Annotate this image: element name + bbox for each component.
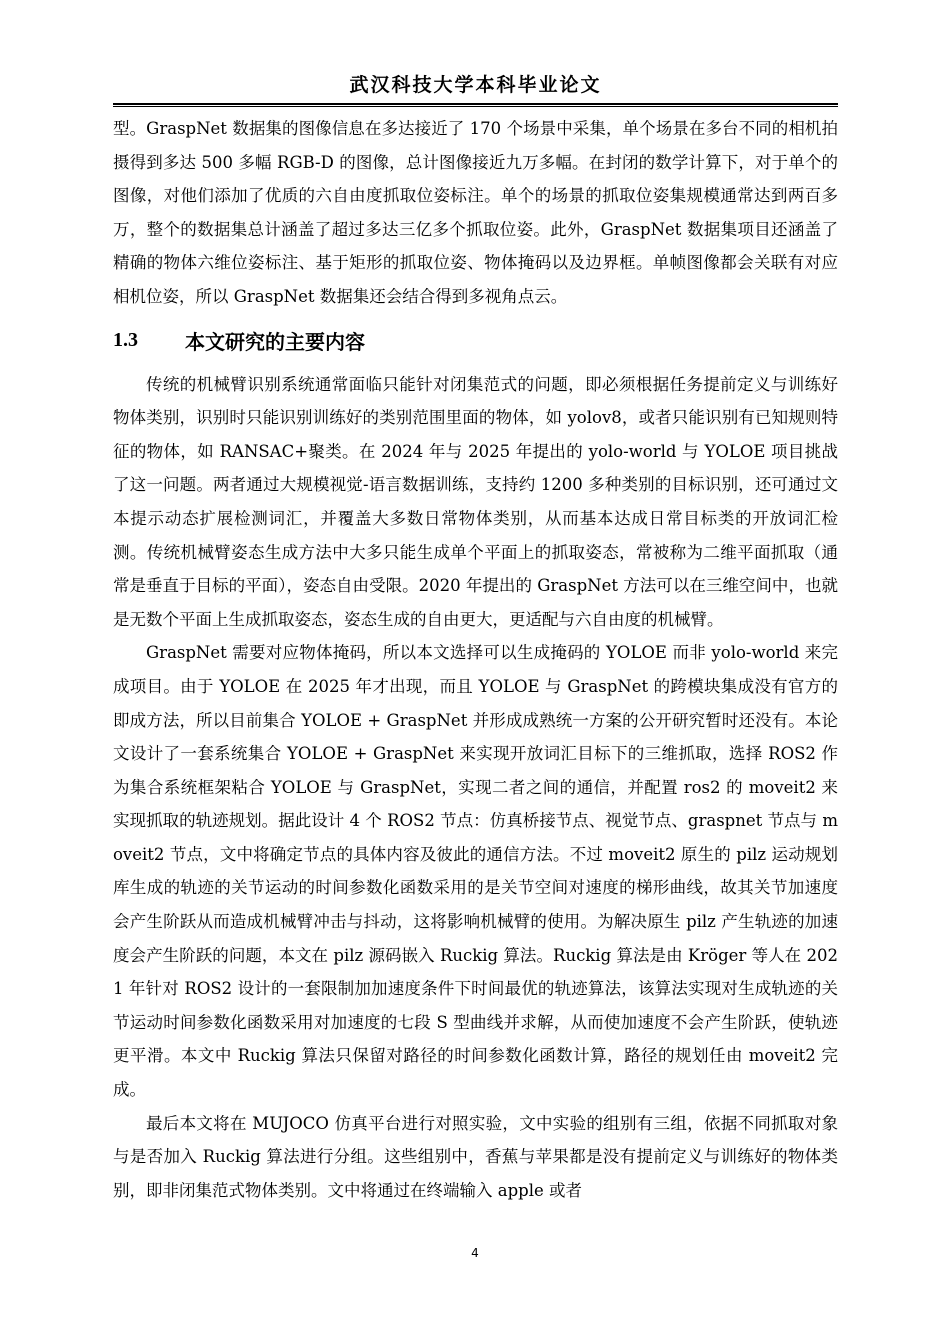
paragraph-open-vocabulary: 传统的机械臂识别系统通常面临只能针对闭集范式的问题，即必须根据任务提前定义与训练好物体类别，识别时只能识别训练好的类别范围里面的物体，如 yolov8，或者只能识别有已知规则特征的物体，如 RANSAC+聚类。在 2024 年与 2025 年提出的 yolo-world 与 YOLOE 项目挑战了这一问题。两者通过大规模视觉-语言数据训练，支持约 1200 多种类别的目标识别，还可通过文本提示动态扩展检测词汇，并覆盖大多数日常物体类别，从而基本达成日常目标类的开放词汇检测。传统机械臂姿态生成方法中大多只能生成单个平面上的抓取姿态，常被称为二维平面抓取（通常是垂直于目标的平面），姿态自由受限。2020 年提出的 GraspNet 方法可以在三维空间中，也就是无数个平面上生成抓取姿态，姿态生成的自由更大，更适配与六自由度的机械臂。	[113, 374, 838, 629]
page-number: 4	[471, 1246, 479, 1260]
paragraph-experiments: 最后本文将在 MUJOCO 仿真平台进行对照实验，文中实验的组别有三组，依据不同抓取对象与是否加入 Ruckig 算法进行分组。这些组别中，香蕉与苹果都是没有提前定义与训练好的物体类别，即非闭集范式物体类别。文中将通过在终端输入 apple 或者	[113, 1113, 838, 1200]
paragraph-continuation: 型。GraspNet 数据集的图像信息在多达接近了 170 个场景中采集，单个场景在多台不同的相机拍摄得到多达 500 多幅 RGB-D 的图像，总计图像接近九万多幅。在封闭的数学计算下，对于单个的图像，对他们添加了优质的六自由度抓取位姿标注。单个的场景的抓取位姿集规模通常达到两百多万，整个的数据集总计涵盖了超过多达三亿多个抓取位姿。此外，GraspNet 数据集项目还涵盖了精确的物体六维位姿标注、基于矩形的抓取位姿、物体掩码以及边界框。单帧图像都会关联有对应相机位姿，所以 GraspNet 数据集还会结合得到多视角点云。	[113, 119, 838, 306]
header-rule-thin	[113, 106, 838, 107]
section-title: 本文研究的主要内容	[185, 330, 365, 355]
paragraph-system-design: GraspNet 需要对应物体掩码，所以本文选择可以生成掩码的 YOLOE 而非 yolo-world 来完成项目。由于 YOLOE 在 2025 年才出现，而且 YOLOE 与 GraspNet 的跨模块集成没有官方的即成方法，所以目前集合 YOLOE + GraspNet 并形成成熟统一方案的公开研究暂时还没有。本论文设计了一套系统集合 YOLOE + GraspNet 来实现开放词汇目标下的三维抓取，选择 ROS2 作为集合系统框架粘合 YOLOE 与 GraspNet，实现二者之间的通信，并配置 ros2 的 moveit2 来实现抓取的轨迹规划。据此设计 4 个 ROS2 节点：仿真桥接节点、视觉节点、graspnet 节点与 moveit2 节点，文中将确定节点的具体内容及彼此的通信方法。不过 moveit2 原生的 pilz 运动规划库生成的轨迹的关节运动的时间参数化函数采用的是关节空间对速度的梯形曲线，故其关节加速度会产生阶跃从而造成机械臂冲击与抖动，这将影响机械臂的使用。为解决原生 pilz 产生轨迹的加速度会产生阶跃的问题，本文在 pilz 源码嵌入 Ruckig 算法。Ruckig 算法是由 Kröger 等人在 2021 年针对 ROS2 设计的一套限制加加速度条件下时间最优的轨迹算法，该算法实现对生成轨迹的关节运动时间参数化函数采用对加速度的七段 S 型曲线并求解，从而使加速度不会产生阶跃，使轨迹更平滑。本文中 Ruckig 算法只保留对路径的时间参数化函数计算，路径的规划任由 moveit2 完成。	[113, 643, 838, 1100]
page-body	[113, 112, 838, 1207]
section-heading	[113, 314, 838, 368]
running-header: 武汉科技大学本科毕业论文	[349, 74, 602, 96]
header-rule-thick	[113, 103, 838, 105]
section-number: 1.3	[113, 329, 138, 352]
